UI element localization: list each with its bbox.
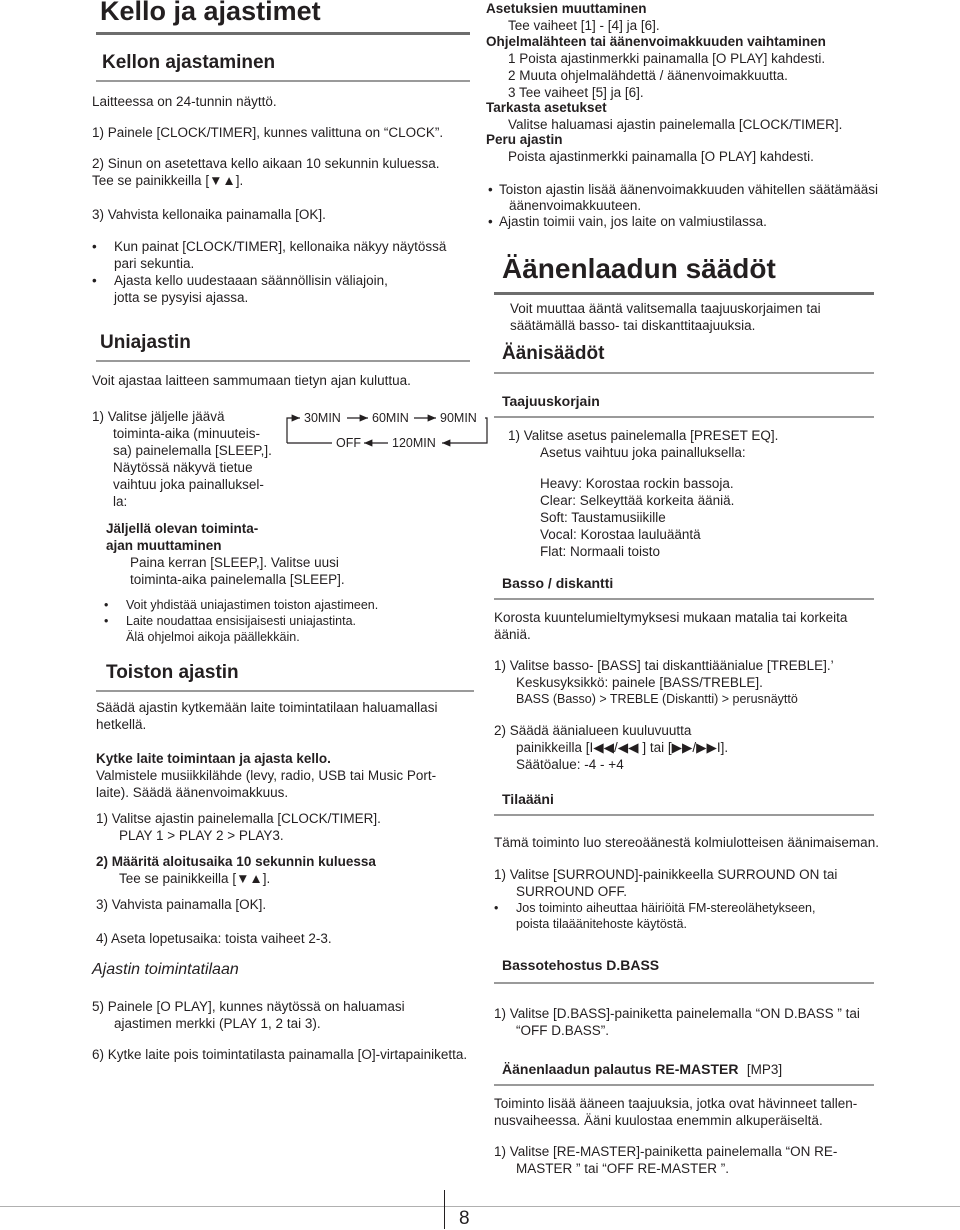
sleep-intro: Voit ajastaa laitteen sammumaan tietyn ajan kuluttua. [92,373,411,388]
surround-step-1: 1) Valitse [SURROUND]-painikkeella SURROUND ON tai [494,867,838,882]
eq-item: Clear: Selkeyttää korkeita ääniä. [540,493,735,508]
timer-note-1: Toiston ajastin lisää äänenvoimakkuuden vähitellen säätämääsi [499,182,878,197]
bt-intro-1: Korosta kuuntelumieltymyksesi mukaan matalia tai korkeita [494,610,848,625]
remaster-heading: Äänenlaadun palautus RE-MASTER [502,1061,739,1077]
remaster-heading-suffix: [MP3] [746,1062,783,1077]
play-intro-2: hetkellä. [96,717,147,732]
clock-step-2-detail: Tee se painikkeilla [▼▲]. [92,173,244,188]
sound-title: Äänenlaadun säädöt [502,253,776,284]
settings-line: Valitse haluamasi ajastin painelemalla [CLOCK/TIMER]. [508,117,843,132]
settings-head-2: Tarkasta asetukset [486,100,607,115]
page-title: Kello ja ajastimet [100,0,321,26]
page-number: 8 [459,1208,470,1229]
clock-intro: Laitteessa on 24-tunnin näyttö. [92,94,277,109]
eq-item: Flat: Normaali toisto [540,544,661,559]
play-heading: Toiston ajastin [106,662,239,683]
bt-step-2-l3: Säätöalue: -4 - +4 [516,757,624,772]
sleep-step-1-l4: Näytössä näkyvä tietue [113,460,253,475]
sleep-90min: 90MIN [440,411,477,425]
play-step-1: 1) Valitse ajastin painelemalla [CLOCK/TIMER]. [96,811,381,826]
remaster-heading-wrap [502,1061,782,1079]
bt-step-1-l3: BASS (Basso) > TREBLE (Diskantti) > perusnäyttö [516,692,798,706]
remaster-intro-2: nusvaiheessa. Ääni kuulostaa enemmin alkuperäiseltä. [494,1113,823,1128]
sleep-note-1: Voit yhdistää uniajastimen toiston ajastimeen. [126,598,379,612]
eq-heading: Taajuuskorjain [502,393,600,409]
remaster-rule [494,1084,874,1086]
sleep-cycle-diagram [282,405,492,455]
bullet: • [104,614,109,628]
bullet: • [488,214,493,229]
bullet: • [488,182,493,197]
bt-step-2: 2) Säädä äänialueen kuuluvuutta [494,723,692,738]
dbass-step-1-l2: “OFF D.BASS”. [516,1023,610,1038]
footer-divider [444,1190,445,1229]
clock-note-1b: pari sekuntia. [114,256,195,271]
bt-intro-2: ääniä. [494,627,531,642]
sound-subheading: Äänisäädöt [502,343,605,364]
clock-heading: Kellon ajastaminen [102,52,276,73]
play-step-5: 5) Painele [O PLAY], kunnes näytössä on haluamasi [92,999,405,1014]
bt-rule [494,598,874,600]
sound-sub-rule [494,372,874,374]
sleep-step-1-l5: vaihtuu joka painalluksel- [113,477,264,492]
sleep-heading: Uniajastin [100,332,191,353]
eq-step-1-detail: Asetus vaihtuu joka painalluksella: [540,445,746,460]
surround-heading: Tilaääni [502,791,554,807]
eq-item: Heavy: Korostaa rockin bassoja. [540,476,734,491]
surround-note: Jos toiminto aiheuttaa häiriöitä FM-stereolähetykseen, [516,901,816,915]
footer-rule [0,1206,960,1207]
clock-note-2: Ajasta kello uudestaaan säännöllisin väliajoin, [114,273,388,288]
timer-note-1b: äänenvoimakkuuteen. [509,198,642,213]
surround-intro: Tämä toiminto luo stereoäänestä kolmiulotteisen äänimaiseman. [494,835,879,850]
eq-step-1: 1) Valitse asetus painelemalla [PRESET EQ]. [508,428,779,443]
dbass-step-1: 1) Valitse [D.BASS]-painiketta painelemalla “ON D.BASS ” tai [494,1006,860,1021]
clock-rule [96,80,470,82]
eq-item: Soft: Taustamusiikille [540,510,666,525]
play-prep-1: Valmistele musiikkilähde (levy, radio, USB tai Music Port- [96,768,437,783]
play-intro-1: Säädä ajastin kytkemään laite toimintatilaan haluamallasi [96,700,438,715]
sleep-note-2: Laite noudattaa ensisijaisesti uniajastinta. [126,614,357,628]
clock-note-2b: jotta se pysyisi ajassa. [114,290,249,305]
dbass-heading: Bassotehostus D.BASS [502,957,660,973]
bullet: • [494,901,499,915]
bt-step-1: 1) Valitse basso- [BASS] tai diskanttiäänialue [TREBLE].’ [494,658,834,673]
sleep-note-2b: Älä ohjelmoi aikoja päällekkäin. [126,630,300,644]
sleep-step-1-l2: toiminta-aika (minuuteis- [113,426,261,441]
sleep-rule [96,360,470,362]
settings-line: Tee vaiheet [1] - [4] ja [6]. [508,18,660,33]
surround-note-2: poista tilaäänitehoste käytöstä. [516,917,687,931]
sound-title-rule [494,292,874,295]
remaster-intro-1: Toiminto lisää ääneen taajuuksia, jotka ovat hävinneet tallen- [494,1096,858,1111]
settings-line: 2 Muuta ohjelmalähdettä / äänenvoimakkuutta. [508,68,788,83]
title-rule [96,32,470,35]
surround-step-1-l2: SURROUND OFF. [516,884,627,899]
play-subheading: Ajastin toimintatilaan [92,961,239,978]
play-rule [96,690,474,692]
play-step-4: 4) Aseta lopetusaika: toista vaiheet 2-3. [96,931,332,946]
bt-step-2-l2: painikkeilla [I◀◀/◀◀ ] tai [▶▶/▶▶I]. [516,740,729,755]
play-step-6: 6) Kytke laite pois toimintatilasta painamalla [O]-virtapainiketta. [92,1047,468,1062]
bt-heading: Basso / diskantti [502,575,614,591]
sleep-step-1-l1: 1) Valitse jäljelle jäävä [92,409,225,424]
settings-line: 3 Tee vaiheet [5] ja [6]. [508,85,644,100]
settings-head-3: Peru ajastin [486,132,563,147]
settings-line: 1 Poista ajastinmerkki painamalla [O PLAY] kahdesti. [508,51,826,66]
remain-text-1: Paina kerran [SLEEP,]. Valitse uusi [130,555,339,570]
bullet: • [92,273,97,288]
play-step-2: 2) Määritä aloitusaika 10 sekunnin kuluessa [96,854,376,869]
play-step-1-detail: PLAY 1 > PLAY 2 > PLAY3. [119,828,284,843]
clock-note-1: Kun painat [CLOCK/TIMER], kellonaika näkyy näytössä [114,239,447,254]
play-step-5-detail: ajastimen merkki (PLAY 1, 2 tai 3). [114,1016,321,1031]
sleep-step-1-l6: la: [113,494,128,509]
sleep-120min: 120MIN [392,436,436,450]
eq-item: Vocal: Korostaa lauluääntä [540,527,701,542]
remaster-step-1: 1) Valitse [RE-MASTER]-painiketta painelemalla “ON RE- [494,1144,838,1159]
bt-step-1-l2: Keskusyksikkö: painele [BASS/TREBLE]. [516,675,763,690]
clock-step-2: 2) Sinun on asetettava kello aikaan 10 sekunnin kuluessa. [92,156,440,171]
sound-intro-1: Voit muuttaa ääntä valitsemalla taajuuskorjaimen tai [510,301,821,316]
clock-step-1: 1) Painele [CLOCK/TIMER], kunnes valittuna on “CLOCK”. [92,125,444,140]
remain-heading-2: ajan muuttaminen [106,538,222,553]
eq-rule [494,416,874,418]
bullet: • [104,598,109,612]
sleep-30min: 30MIN [304,411,341,425]
settings-head-1: Ohjelmalähteen tai äänenvoimakkuuden vaihtaminen [486,34,826,49]
play-bold-line: Kytke laite toimintaan ja ajasta kello. [96,751,331,766]
surround-rule [494,814,874,816]
play-step-2-detail: Tee se painikkeilla [▼▲]. [119,871,271,886]
settings-line: Poista ajastinmerkki painamalla [O PLAY] kahdesti. [508,149,814,164]
remain-heading: Jäljellä olevan toiminta- [106,521,259,536]
remain-text-2: toiminta-aika painelemalla [SLEEP]. [130,572,345,587]
sound-intro-2: säätämällä basso- tai diskanttitaajuuksia. [510,318,756,333]
sleep-step-1-l3: sa) painelemalla [SLEEP,]. [113,443,272,458]
remaster-step-1-l2: MASTER ” tai “OFF RE-MASTER ”. [516,1161,730,1176]
settings-head-0: Asetuksien muuttaminen [486,1,647,16]
timer-note-2: Ajastin toimii vain, jos laite on valmiustilassa. [499,214,767,229]
sleep-off: OFF [336,436,361,450]
bullet: • [92,239,97,254]
sleep-60min: 60MIN [372,411,409,425]
clock-step-3: 3) Vahvista kellonaika painamalla [OK]. [92,207,326,222]
play-step-3: 3) Vahvista painamalla [OK]. [96,897,267,912]
dbass-rule [494,982,874,984]
play-prep-2: laite). Säädä äänenvoimakkuus. [96,785,289,800]
